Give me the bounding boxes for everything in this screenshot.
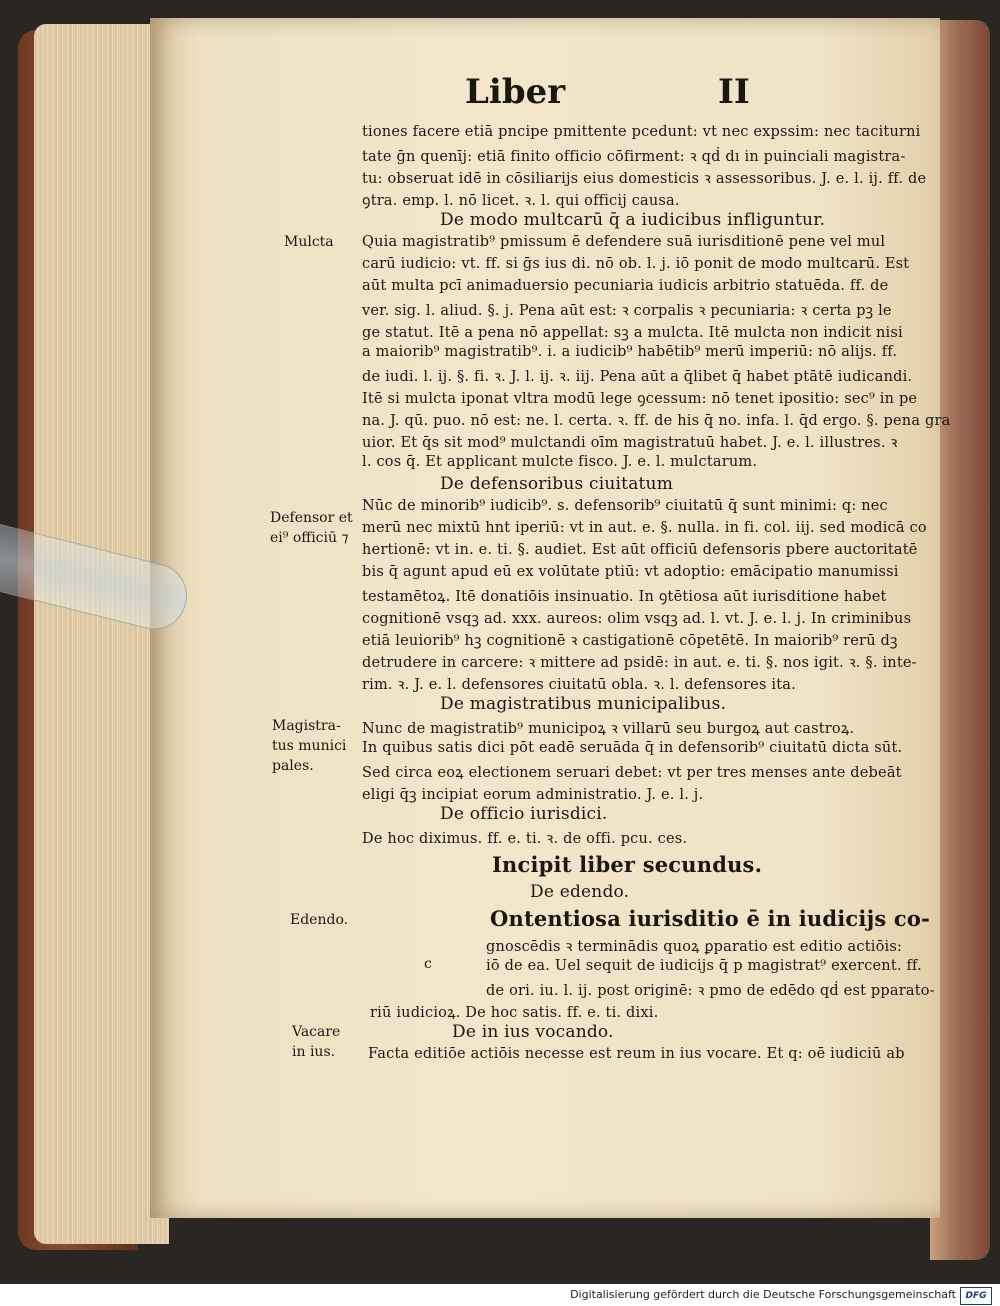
body-line: aūt multa pcī animaduersio pecuniaria iudicis arbitrio statuēda. ff. de <box>362 278 889 294</box>
margin-note-magistratus: Magistra- <box>272 718 341 734</box>
body-line: bis q̄ agunt apud eū ex volūtate ptiū: vt adoptio: emācipatio manumissi <box>362 564 899 580</box>
body-line: De hoc diximus. ff. e. ti. ꝛ. de offi. pcu. ces. <box>362 831 688 847</box>
margin-note-defensor: ei⁹ officiū ⁊ <box>270 530 349 546</box>
section-heading: De defensoribus ciuitatum <box>440 474 674 494</box>
body-line: carū iudicio: vt. ff. si ḡs ius di. nō ob. l. j. iō ponit de modo multcarū. Est <box>362 256 910 272</box>
body-line: Facta editiōe actiōis necesse est reum in ius vocare. Et q: oē iudiciū ab <box>368 1046 905 1062</box>
margin-letter-c: c <box>424 956 432 972</box>
section-heading: De magistratibus municipalibus. <box>440 694 727 714</box>
section-heading: De in ius vocando. <box>452 1022 614 1042</box>
body-line: eligi q̄ꝫ incipiat eorum administratio. J. e. l. j. <box>362 787 704 803</box>
page-edges <box>34 24 169 1244</box>
margin-note-magistratus: tus munici <box>272 738 347 754</box>
margin-note-mulcta: Mulcta <box>284 234 334 250</box>
body-line: riū iudicioꝝ. De hoc satis. ff. e. ti. dixi. <box>370 1005 659 1021</box>
body-line: hertionē: vt in. e. ti. §. audiet. Est aūt officiū defensoris pbere auctoritatē <box>362 542 918 558</box>
body-line: ge statut. Itē a pena nō appellat: sꝫ a mulcta. Itē mulcta non indicit nisi <box>362 325 903 341</box>
margin-note-defensor: Defensor et <box>270 510 353 526</box>
body-line: Quia magistratib⁹ pmissum ē defendere suā iurisditionē pene vel mul <box>362 234 886 250</box>
body-line: merū nec mixtū hnt iperiū: vt in aut. e. §. nulla. in fi. col. iij. sed modicā co <box>362 520 927 536</box>
body-line: uior. Et q̄s sit mod⁹ mulctandi oīm magistratuū habet. J. e. l. illustres. ꝛ <box>362 435 898 451</box>
body-line: gnoscēdis ꝛ terminādis quoꝝ ꝑparatio est editio actiōis: <box>486 939 903 955</box>
body-line: testamētoꝝ. Itē donatiōis insinuatio. In ꝯtētiosa aūt iurisditione habet <box>362 589 887 605</box>
body-line: detrudere in carcere: ꝛ mittere ad psidē: in aut. e. ti. §. nos igit. ꝛ. §. inte- <box>362 655 917 671</box>
body-line: cognitionē vsqꝫ ad. xxx. aureos: olim vsqꝫ ad. l. vt. J. e. l. j. In criminibus <box>362 611 912 627</box>
body-line: de ori. iu. l. ij. post originē: ꝛ pmo de edēdo qḋ est pparato- <box>486 983 935 999</box>
book-title-incipit: Incipit liber secundus. <box>492 852 763 877</box>
body-line: l. cos q̄. Et applicant mulcte fisco. J. e. l. mulctarum. <box>362 454 758 470</box>
body-line: Nunc de magistratib⁹ municipoꝝ ꝛ villarū seu burgoꝝ aut castroꝝ. <box>362 721 855 737</box>
body-line: ver. sig. l. aliud. §. j. Pena aūt est: ꝛ corpalis ꝛ pecuniaria: ꝛ certa pꝫ le <box>362 303 892 319</box>
body-line: etiā leuiorib⁹ hꝫ cognitionē ꝛ castigationē cōpetētē. In maiorib⁹ rerū dꝫ <box>362 633 898 649</box>
body-line: Nūc de minorib⁹ iudicib⁹. s. defensorib⁹ ciuitatū q̄ sunt minimi: q: nec <box>362 498 888 514</box>
body-line: In quibus satis dici pōt eadē seruāda q̄ in defensorib⁹ ciuitatū dicta sūt. <box>362 740 903 756</box>
body-line: iō de ea. Uel sequit de iudicijs q̄ p magistrat⁹ exercent. ff. <box>486 958 922 974</box>
body-line: de iudi. l. ij. §. fi. ꝛ. J. l. ij. ꝛ. iij. Pena aūt a q̄libet q̄ habet ptātē iudicandi. <box>362 369 913 385</box>
body-line: tiones facere etiā pncipe pmittente pcedunt: vt nec expssim: nec taciturni <box>362 124 921 140</box>
body-line: na. J. qū. puo. nō est: ne. l. certa. ꝛ. ff. de his q̄ no. infa. l. q̄d ergo. §. pena gra <box>362 413 951 429</box>
footer-bar <box>0 1284 1000 1306</box>
margin-note-edendo: Edendo. <box>290 912 349 928</box>
margin-note-magistratus: pales. <box>272 758 314 774</box>
dfg-logo-icon: DFG <box>960 1287 992 1305</box>
body-line: tate ḡn quenīj: etiā finito officio cōfirment: ꝛ qḋ dı in puinciali magistra- <box>362 149 906 165</box>
funding-credit: Digitalisierung gefördert durch die Deutsche Forschungsgemeinschaft <box>570 1288 956 1301</box>
body-line: rim. ꝛ. J. e. l. defensores ciuitatū obla. ꝛ. l. defensores ita. <box>362 677 796 693</box>
body-line: ꝯtra. emp. l. nō licet. ꝛ. l. qui officij causa. <box>362 193 680 209</box>
margin-note-vacare: Vacare <box>292 1024 341 1040</box>
body-line: a maiorib⁹ magistratib⁹. i. a iudicib⁹ habētib⁹ merū imperiū: nō alijs. ff. <box>362 344 898 360</box>
section-heading: De edendo. <box>530 882 630 902</box>
section-heading: De officio iurisdici. <box>440 804 608 824</box>
running-header-liber: Liber <box>465 72 566 112</box>
body-line: Sed circa eoꝝ electionem seruari debet: vt per tres menses ante debeāt <box>362 765 902 781</box>
running-header-book-number: II <box>718 72 750 112</box>
opening-line: Ontentiosa iurisditio ē in iudicijs co- <box>490 906 931 931</box>
margin-note-vacare: in ius. <box>292 1044 336 1060</box>
body-line: tu: obseruat idē in cōsiliarijs eius domesticis ꝛ assessoribus. J. e. l. ij. ff. de <box>362 171 927 187</box>
body-line: Itē si mulcta iponat vltra modū lege ꝯcessum: nō tenet ipositio: sec⁹ in pe <box>362 391 918 407</box>
section-heading: De modo multcarū q̄ a iudicibus infliguntur. <box>440 210 826 230</box>
